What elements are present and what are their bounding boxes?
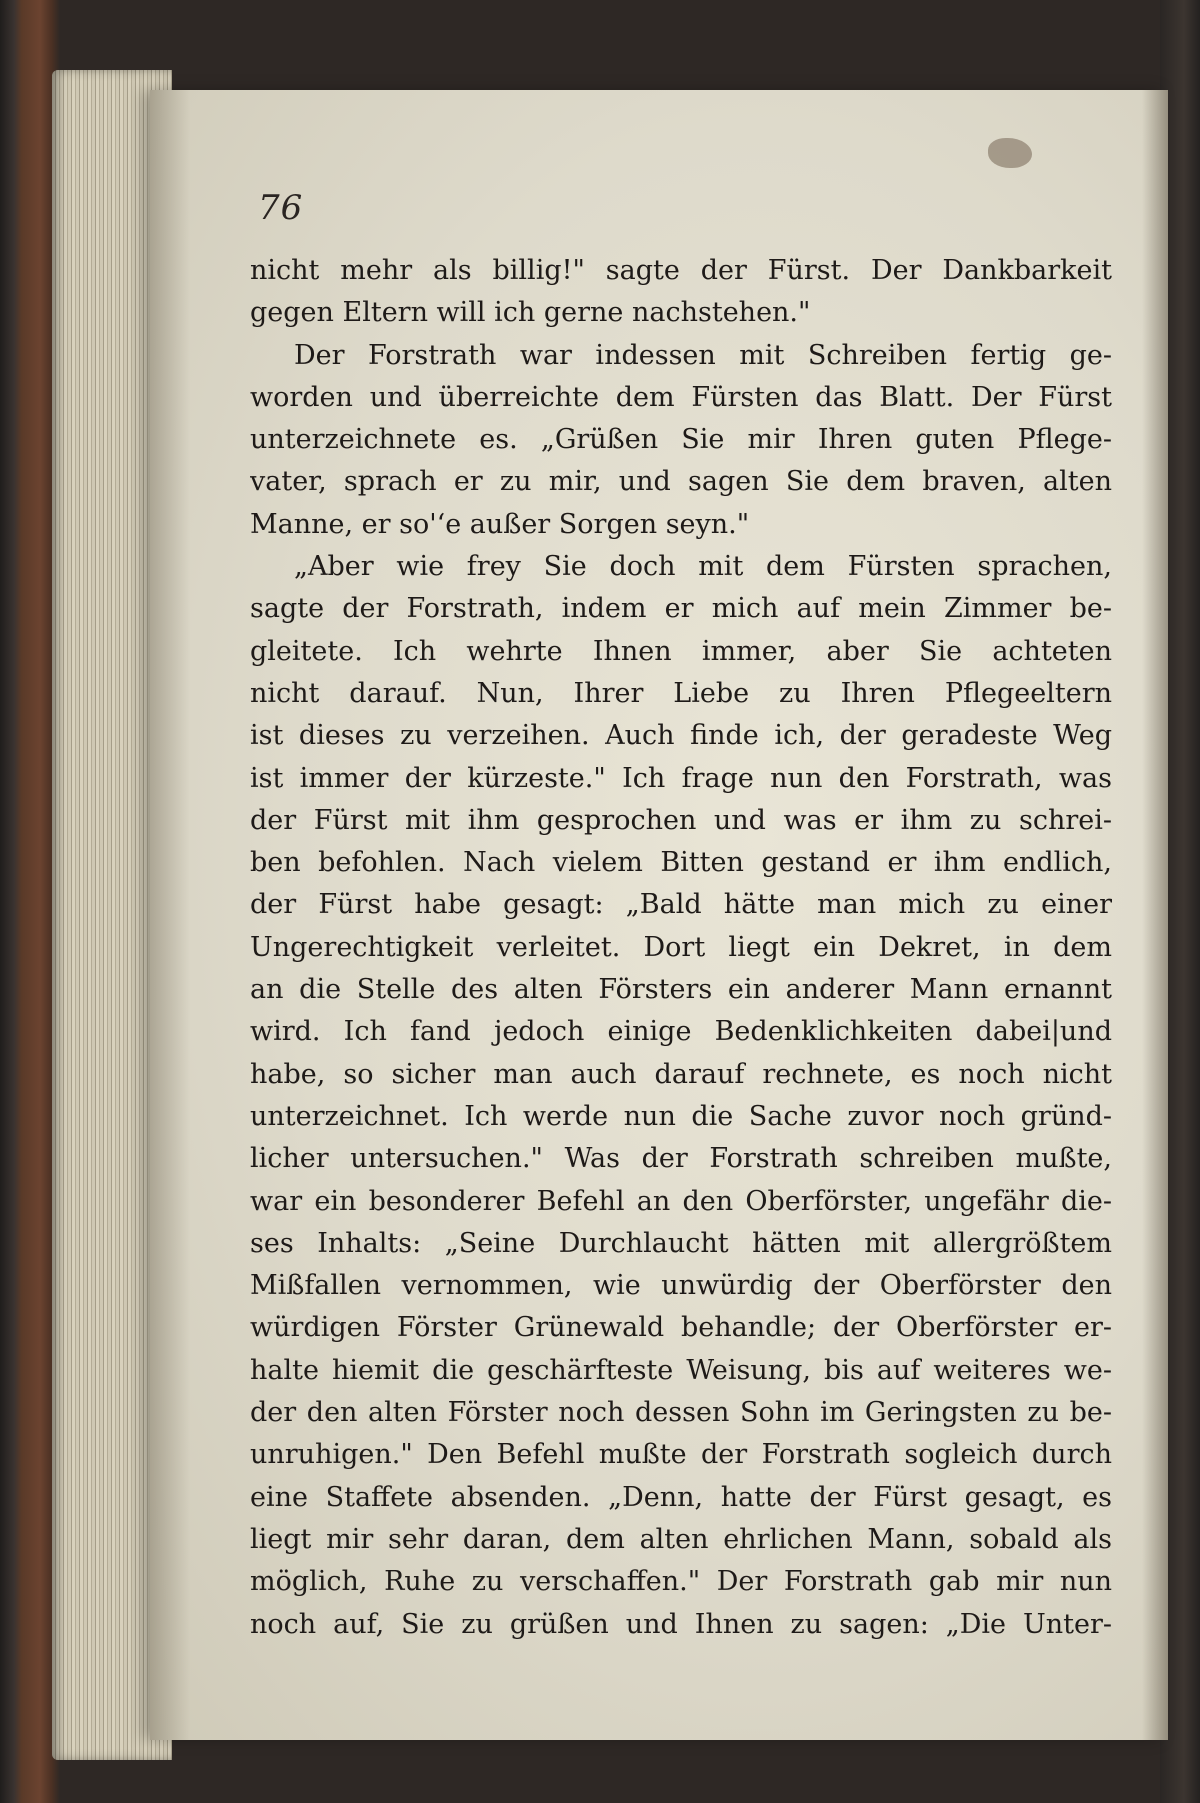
text-line: nicht darauf. Nun, Ihrer Liebe zu Ihren Pflegeeltern <box>250 677 1112 709</box>
text-line: wird. Ich fand jedoch einige Bedenklichkeiten dabei|und <box>250 1016 1112 1048</box>
text-line: war ein besonderer Befehl an den Oberförster, ungefähr die- <box>250 1185 1112 1217</box>
text-line: ist immer der kürzeste." Ich frage nun den Forstrath, was <box>250 762 1112 794</box>
text-line: der den alten Förster noch dessen Sohn im Geringsten zu be- <box>250 1397 1112 1429</box>
text-line: Manne, er so'‘e außer Sorgen seyn." <box>250 508 750 540</box>
text-line: licher untersuchen." Was der Forstrath schreiben mußte, <box>250 1143 1112 1175</box>
text-line: worden und überreichte dem Fürsten das Blatt. Der Fürst <box>250 381 1112 413</box>
text-line: gegen Eltern will ich gerne nachstehen." <box>250 297 811 329</box>
text-line: an die Stelle des alten Försters ein anderer Mann ernannt <box>250 974 1112 1006</box>
text-line: würdigen Förster Grünewald behandle; der Oberförster er- <box>250 1312 1112 1344</box>
text-line: nicht mehr als billig!" sagte der Fürst. Der Dankbarkeit <box>250 255 1112 286</box>
text-line: gleitete. Ich wehrte Ihnen immer, aber Sie achteten <box>250 635 1112 667</box>
text-line: ist dieses zu verzeihen. Auch finde ich, der geradeste Weg <box>250 720 1112 752</box>
text-line: sagte der Forstrath, indem er mich auf mein Zimmer be- <box>250 593 1112 625</box>
page-text-block <box>250 250 1112 1646</box>
text-line: Der Forstrath war indessen mit Schreiben fertig ge- <box>294 339 1112 371</box>
text-line: vater, sprach er zu mir, und sagen Sie dem braven, alten <box>250 466 1112 498</box>
text-line: Mißfallen vernommen, wie unwürdig der Oberförster den <box>250 1270 1112 1302</box>
text-line: habe, so sicher man auch darauf rechnete, es noch nicht <box>250 1058 1112 1090</box>
text-line: ses Inhalts: „Seine Durchlaucht hätten mit allergrößtem <box>250 1227 1112 1259</box>
text-line: eine Staffete absenden. „Denn, hatte der Fürst gesagt, es <box>250 1481 1112 1513</box>
text-line: noch auf, Sie zu grüßen und Ihnen zu sagen: „Die Unter- <box>250 1608 1112 1640</box>
text-line: halte hiemit die geschärfteste Weisung, bis auf weiteres we- <box>250 1354 1112 1386</box>
text-line: liegt mir sehr daran, dem alten ehrlichen Mann, sobald als <box>250 1523 1112 1555</box>
page-number: 76 <box>258 188 304 228</box>
text-line: unterzeichnet. Ich werde nun die Sache zuvor noch gründ- <box>250 1100 1112 1132</box>
text-line: unterzeichnete es. „Grüßen Sie mir Ihren guten Pflege- <box>250 424 1112 456</box>
text-line: ben befohlen. Nach vielem Bitten gestand er ihm endlich, <box>250 847 1112 879</box>
text-line: möglich, Ruhe zu verschaffen." Der Forstrath gab mir nun <box>250 1566 1112 1598</box>
text-line: der Fürst mit ihm gesprochen und was er ihm zu schrei- <box>250 804 1112 836</box>
text-line: unruhigen." Den Befehl mußte der Forstrath sogleich durch <box>250 1439 1112 1471</box>
text-line: Ungerechtigkeit verleitet. Dort liegt ein Dekret, in dem <box>250 931 1112 963</box>
paper-damage-mark <box>988 138 1032 168</box>
text-line: „Aber wie frey Sie doch mit dem Fürsten sprachen, <box>294 551 1112 583</box>
text-line: der Fürst habe gesagt: „Bald hätte man mich zu einer <box>250 889 1112 921</box>
